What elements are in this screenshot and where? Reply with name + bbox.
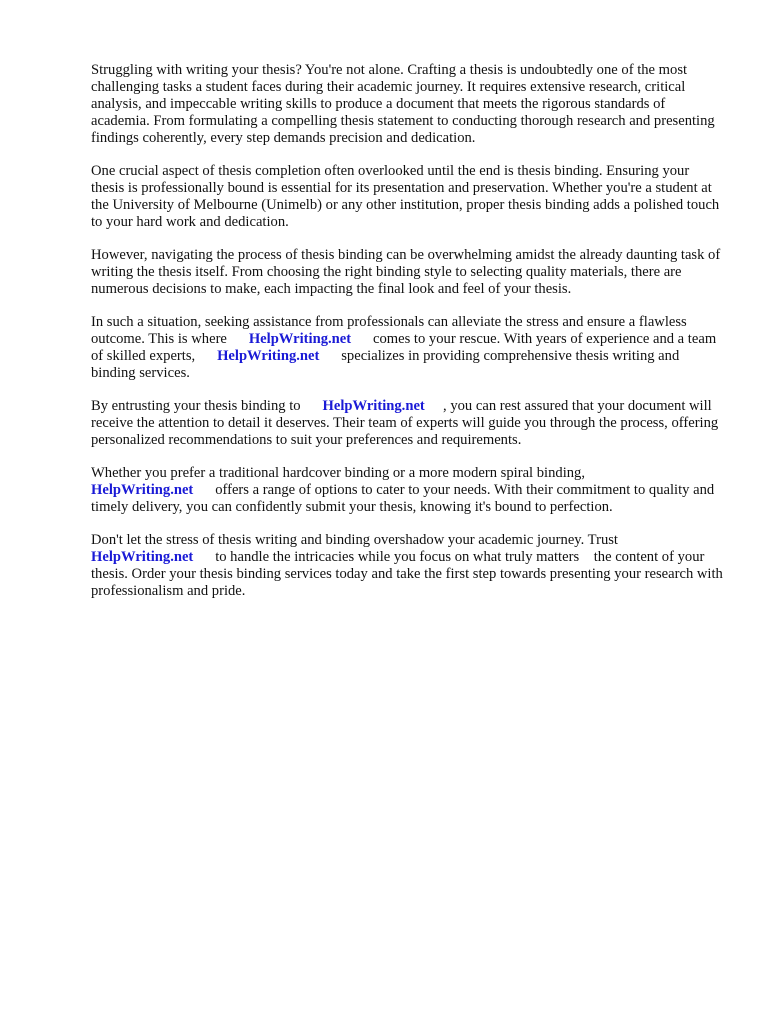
paragraph-text: to handle the intricacies while you focus on what truly matters the content of your thesis. Order your thesis binding services today and take the first step towards presenting your research with professionalism and pride. (91, 549, 723, 599)
helpwriting-link[interactable]: HelpWriting.net (91, 549, 194, 565)
paragraph-binding-options (91, 465, 723, 516)
paragraph-text: specializes in providing comprehensive thesis writing and binding services. (91, 348, 680, 381)
paragraph-text: By entrusting your thesis binding to (91, 398, 323, 414)
paragraph-text: offers a range of options to cater to your needs. With their commitment to quality and timely delivery, you can confidently submit your thesis, knowing it's bound to perfection. (91, 482, 715, 515)
paragraph-text: However, navigating the process of thesis binding can be overwhelming amidst the already daunting task of writing the thesis itself. From choosing the right binding style to selecting quality materials, there are numerous decisions to make, each impacting the final look and feel of your thesis. (91, 247, 721, 297)
paragraph-binding-challenges (91, 247, 723, 298)
paragraph-entrusting (91, 398, 723, 449)
helpwriting-link[interactable]: HelpWriting.net (322, 398, 425, 414)
paragraph-text: Struggling with writing your thesis? You're not alone. Crafting a thesis is undoubtedly one of the most challenging tasks a student faces during their academic journey. It requires extensive research, critical analysis, and impeccable writing skills to produce a document that meets the rigorous standards of academia. From formulating a compelling thesis statement to conducting thorough research and presenting findings coherently, every step demands precision and dedication. (91, 62, 715, 146)
helpwriting-link[interactable]: HelpWriting.net (248, 331, 352, 347)
paragraph-text: comes to your rescue. With years of experience and a team of skilled experts, (91, 331, 717, 364)
paragraph-intro (91, 62, 723, 147)
paragraph-call-to-action (91, 532, 723, 600)
paragraph-text: Don't let the stress of thesis writing and binding overshadow your academic journey. Trust (91, 532, 618, 548)
helpwriting-link[interactable]: HelpWriting.net (91, 482, 194, 498)
paragraph-text: Whether you prefer a traditional hardcover binding or a more modern spiral binding, (91, 465, 585, 481)
paragraph-text: , you can rest assured that your document will receive the attention to detail it deserves. Their team of experts will guide you through the process, offering personalized recommendations to suit your preferences and requirements. (91, 398, 719, 448)
paragraph-professional-help (91, 314, 723, 382)
document-body (91, 62, 723, 616)
helpwriting-link[interactable]: HelpWriting.net (217, 348, 320, 364)
paragraph-binding-importance (91, 163, 723, 231)
paragraph-text: In such a situation, seeking assistance from professionals can alleviate the stress and ensure a flawless outcome. This is where (91, 314, 687, 347)
paragraph-text: One crucial aspect of thesis completion often overlooked until the end is thesis binding. Ensuring your thesis is professionally bound is essential for its presentation and preservation. Whether you're a student at the University of Melbourne (Unimelb) or any other institution, proper thesis binding adds a polished touch to your hard work and dedication. (91, 163, 720, 230)
